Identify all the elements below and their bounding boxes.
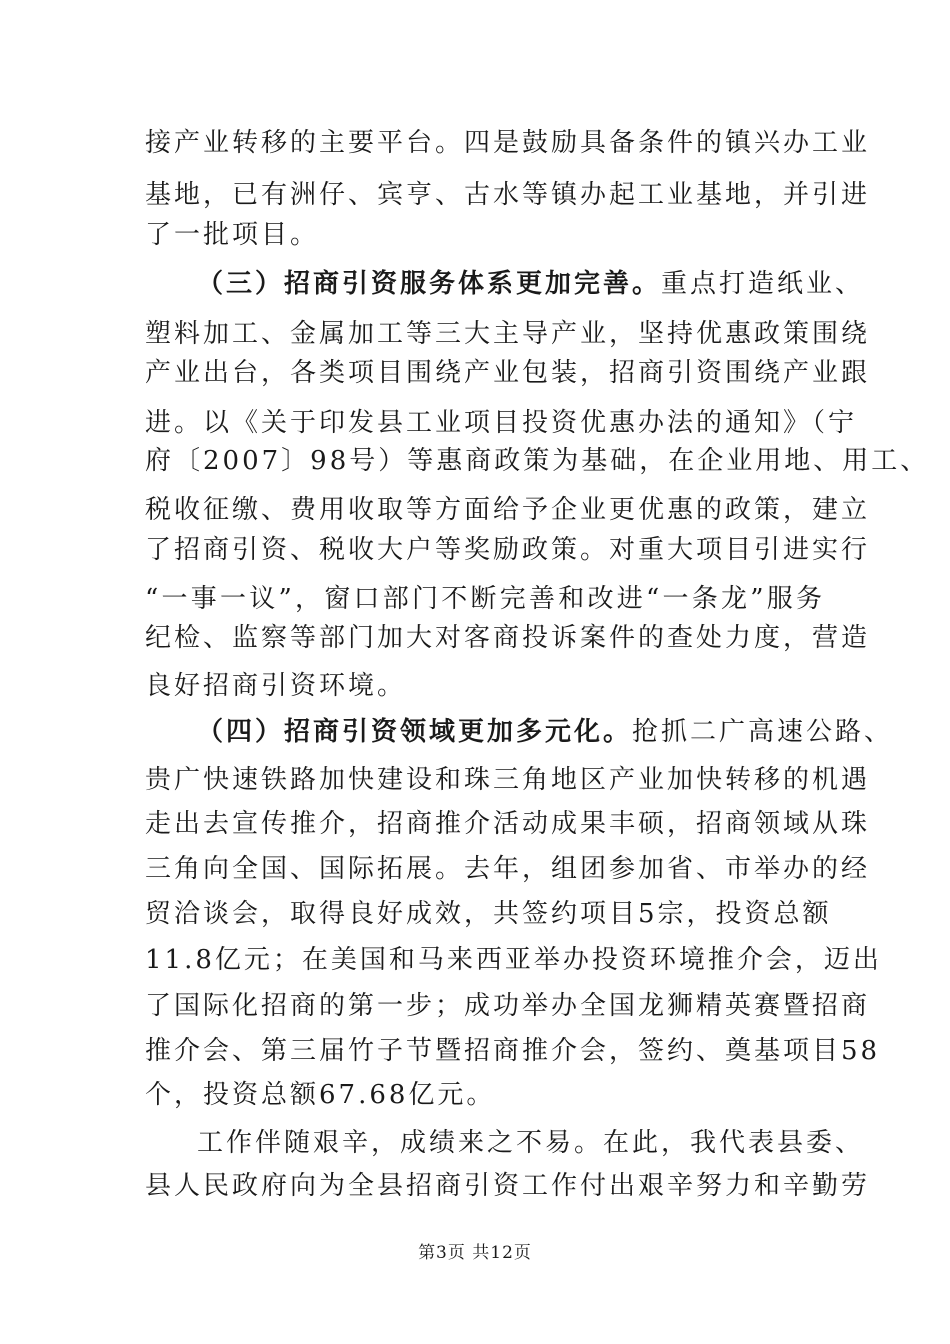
text-line: 了招商引资、税收大户等奖励政策。对重大项目引进实行 <box>145 535 871 565</box>
text-line: 基地，已有洲仔、宾亨、古水等镇办起工业基地，并引进 <box>145 180 871 210</box>
text-line: 县人民政府向为全县招商引资工作付出艰辛努力和辛勤劳 <box>145 1171 871 1201</box>
text-line: 良好招商引资环境。 <box>145 671 407 701</box>
text-line: 产业出台，各类项目围绕产业包装，招商引资围绕产业跟 <box>145 358 871 388</box>
section-heading: （三）招商引资服务体系更加完善。 <box>197 269 662 299</box>
text-line: 接产业转移的主要平台。四是鼓励具备条件的镇兴办工业 <box>145 128 871 158</box>
text-line: 11.8亿元；在美国和马来西亚举办投资环境推介会，迈出 <box>145 945 882 975</box>
text-line: 三角向全国、国际拓展。去年，组团参加省、市举办的经 <box>145 854 871 884</box>
page-number: 第3页 共12页 <box>418 1243 532 1263</box>
text-line: 推介会、第三届竹子节暨招商推介会，签约、奠基项目58 <box>145 1036 881 1066</box>
text-line: 贵广快速铁路加快建设和珠三角地区产业加快转移的机遇 <box>145 765 871 795</box>
text-line: 贸洽谈会，取得良好成效，共签约项目5宗，投资总额 <box>145 899 832 929</box>
text-line: 税收征缴、费用收取等方面给予企业更优惠的政策，建立 <box>145 495 871 525</box>
text-line-tail: 重点打造纸业、 <box>661 269 865 299</box>
text-line: 了国际化招商的第一步；成功举办全国龙狮精英赛暨招商 <box>145 991 871 1021</box>
section-heading-line <box>197 258 865 310</box>
section-heading-line <box>197 706 894 758</box>
text-line: 走出去宣传推介，招商推介活动成果丰硕，招商领域从珠 <box>145 809 871 839</box>
text-line: 了一批项目。 <box>145 220 320 250</box>
text-line: 工作伴随艰辛，成绩来之不易。在此，我代表县委、 <box>197 1128 865 1158</box>
text-line: 塑料加工、金属加工等三大主导产业，坚持优惠政策围绕 <box>145 319 871 349</box>
text-line: “一事一议”，窗口部门不断完善和改进“一条龙”服务 <box>145 584 825 614</box>
text-line: 个，投资总额67.68亿元。 <box>145 1080 496 1110</box>
text-line-tail: 抢抓二广高速公路、 <box>632 717 894 747</box>
text-line: 进。以《关于印发县工业项目投资优惠办法的通知》（宁 <box>145 408 858 438</box>
text-line: 府〔2007〕98号）等惠商政策为基础，在企业用地、用工、 <box>145 446 930 476</box>
section-heading: （四）招商引资领域更加多元化。 <box>197 717 633 747</box>
text-line: 纪检、监察等部门加大对客商投诉案件的查处力度，营造 <box>145 623 871 653</box>
